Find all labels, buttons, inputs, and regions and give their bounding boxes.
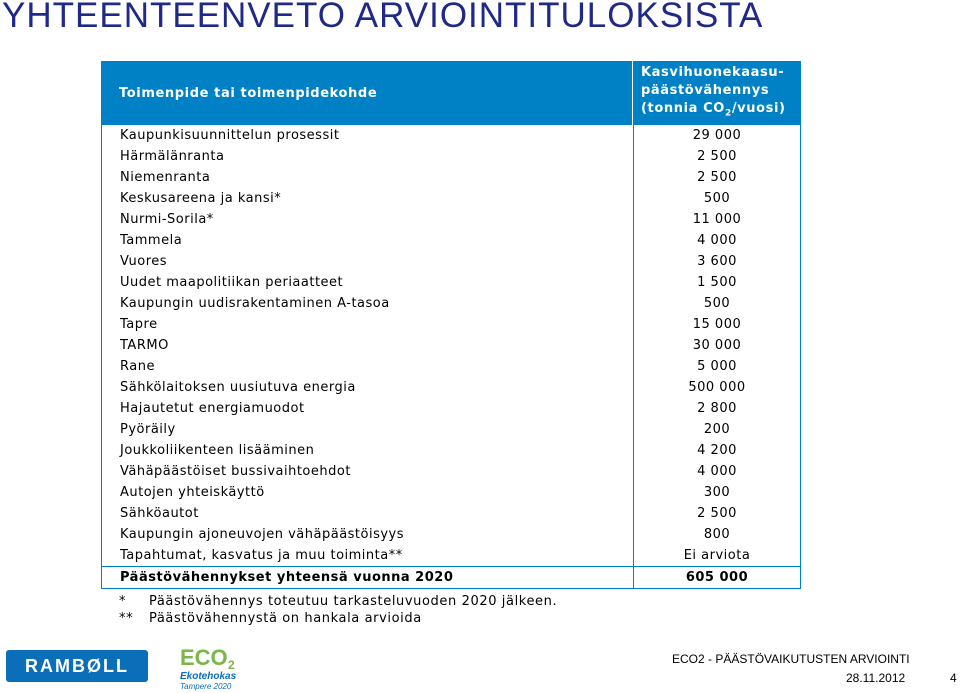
measure-name: Kaupunkisuunnittelun prosessit [102,125,634,146]
table-row [102,356,800,377]
table-body [101,125,801,566]
reduction-value: 4 000 [697,233,737,248]
svg-text:Ekotehokas: Ekotehokas [180,671,237,682]
table-row [102,251,800,272]
table-row [102,167,800,188]
table-row [102,125,800,146]
measure-name: Tammela [102,230,634,251]
reduction-value: 11 000 [692,212,742,227]
measure-name: Tapahtumat, kasvatus ja muu toiminta** [102,545,634,566]
footnotes [119,593,557,627]
measure-name: Uudet maapolitiikan periaatteet [102,272,634,293]
measure-name: Pyöräily [102,419,634,440]
measure-name: Kaupungin ajoneuvojen vähäpäästöisyys [102,524,634,545]
header-reduction-line1: Kasvihuonekaasu- [641,64,785,80]
header-reduction [633,61,801,125]
reduction-value: 5 000 [697,359,737,374]
reduction-value: 500 [703,191,731,206]
measure-name: Sähköautot [102,503,634,524]
footnote-2: ** Päästövähennystä on hankala arvioida [119,611,422,626]
table-row [102,188,800,209]
reduction-value: 4 000 [697,464,737,479]
measure-name: Joukkoliikenteen lisääminen [102,440,634,461]
table-row [102,272,800,293]
measure-name: Vuores [102,251,634,272]
reduction-value: 2 500 [697,149,737,164]
measure-name: Tapre [102,314,634,335]
table-row [102,209,800,230]
footer [672,652,910,685]
table-row [102,461,800,482]
table-row [102,230,800,251]
reduction-table [101,61,801,589]
svg-text:Tampere 2020: Tampere 2020 [180,682,232,691]
reduction-value: 30 000 [692,338,742,353]
measure-name: Rane [102,356,634,377]
reduction-value: 2 800 [697,401,737,416]
reduction-value: Ei arviota [683,548,751,563]
reduction-value: 15 000 [692,317,742,332]
table-row [102,482,800,503]
reduction-value: 500 000 [688,380,746,395]
table-row [102,377,800,398]
ramboll-logo: RAMBØLL [6,650,148,682]
measure-name: Sähkölaitoksen uusiutuva energia [102,377,634,398]
reduction-value: 3 600 [697,254,737,269]
table-row [102,524,800,545]
measure-name: Vähäpäästöiset bussivaihtoehdot [102,461,634,482]
table-row [102,440,800,461]
measure-name: Niemenranta [102,167,634,188]
reduction-value: 4 200 [697,443,737,458]
header-measure: Toimenpide tai toimenpidekohde [101,61,633,125]
slide-title: YHTEENTEENVETO ARVIOINTITULOKSISTA [2,0,764,35]
reduction-value: 300 [703,485,731,500]
measure-name: Härmälänranta [102,146,634,167]
reduction-value: 2 500 [697,170,737,185]
total-label: Päästövähennykset yhteensä vuonna 2020 [102,567,634,588]
svg-text:2: 2 [228,658,235,672]
table-row [102,398,800,419]
reduction-value: 500 [703,296,731,311]
reduction-value: 2 500 [697,506,737,521]
table-header [101,61,801,125]
measure-name: TARMO [102,335,634,356]
table-row [102,293,800,314]
reduction-value: 1 500 [697,275,737,290]
measure-name: Hajautetut energiamuodot [102,398,634,419]
total-row [101,566,801,589]
total-value: 605 000 [685,570,749,585]
footer-title: ECO2 - PÄÄSTÖVAIKUTUSTEN ARVIOINTI [672,652,910,666]
footer-date: 28.11.2012 [846,671,906,685]
eco2-logo [178,643,242,691]
table-row [102,545,800,566]
table-row [102,503,800,524]
footnote-1: * Päästövähennys toteutuu tarkasteluvuoden 2020 jälkeen. [119,594,558,609]
table-row [102,314,800,335]
measure-name: Nurmi-Sorila* [102,209,634,230]
table-row [102,335,800,356]
table-row [102,146,800,167]
svg-text:ECO: ECO [180,645,228,670]
header-reduction-unit: (tonnia $CO_2/vuosi$) [641,100,786,119]
table-row [102,419,800,440]
reduction-value: 800 [703,527,731,542]
header-reduction-line2: päästövähennys [641,82,770,98]
measure-name: Keskusareena ja kansi* [102,188,634,209]
reduction-value: 29 000 [692,128,742,143]
measure-name: Autojen yhteiskäyttö [102,482,634,503]
page-number: 4 [950,671,957,685]
measure-name: Kaupungin uudisrakentaminen A-tasoa [102,293,634,314]
reduction-value: 200 [703,422,731,437]
